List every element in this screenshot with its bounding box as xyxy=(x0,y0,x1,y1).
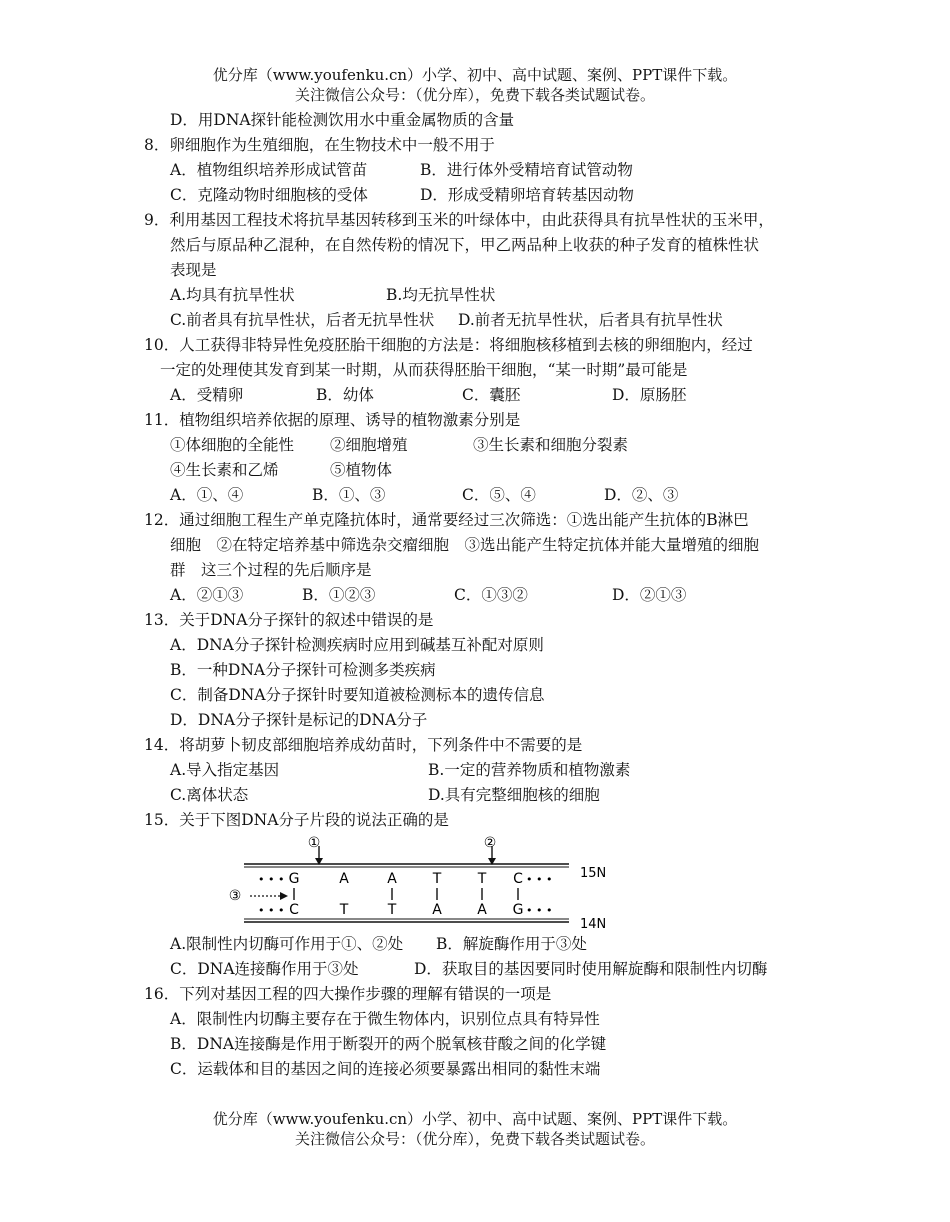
q9-stem-2: 然后与原品种乙混种，在自然传粉的情况下，甲乙两品种上收获的种子发育的植株性状 xyxy=(170,236,760,254)
q9-stem-1: 9．利用基因工程技术将抗旱基因转移到玉米的叶绿体中，由此获得具有抗旱性状的玉米甲， xyxy=(144,211,774,229)
footer-line-2: 关注微信公众号：（优分库），免费下载各类试题试卷。 xyxy=(294,1130,655,1148)
q16-option-c: C．运载体和目的基因之间的连接必须要暴露出相同的黏性末端 xyxy=(170,1060,601,1078)
q11-stem: 11．植物组织培养依据的原理、诱导的植物激素分别是 xyxy=(144,411,521,429)
q12-stem-1: 12．通过细胞工程生产单克隆抗体时，通常要经过三次筛选：①选出能产生抗体的B淋巴 xyxy=(144,511,749,529)
q16-stem: 16．下列对基因工程的四大操作步骤的理解有错误的一项是 xyxy=(144,985,552,1003)
q15-option-d: D．获取目的基因要同时使用解旋酶和限制性内切酶 xyxy=(414,960,768,978)
top-base-5: T xyxy=(477,871,487,887)
top-base-1: G xyxy=(288,871,300,887)
bottom-base-3: T xyxy=(387,902,397,918)
q11-option-a: A．①、④ xyxy=(170,486,244,504)
q8-option-a: A．植物组织培养形成试管苗 xyxy=(170,161,368,179)
isotope-label-bottom: 14N xyxy=(580,917,607,932)
q11-item-4: ④生长素和乙烯 xyxy=(170,461,279,479)
marker-2-label: ② xyxy=(483,835,497,851)
q12-stem-3: 群 这三个过程的先后顺序是 xyxy=(170,561,372,579)
bottom-base-1: C xyxy=(289,902,299,918)
q9-option-c: C.前者具有抗旱性状，后者无抗旱性状 xyxy=(170,311,435,329)
q15-option-b: B．解旋酶作用于③处 xyxy=(436,935,587,953)
top-base-2: A xyxy=(339,871,349,887)
q10-stem-2: 一定的处理使其发育到某一时期，从而获得胚胎干细胞，“某一时期”最可能是 xyxy=(160,361,688,379)
q11-option-b: B．①、③ xyxy=(312,486,386,504)
q8-option-b: B．进行体外受精培育试管动物 xyxy=(420,161,633,179)
bottom-base-6: G xyxy=(512,902,524,918)
q16-option-b: B．DNA连接酶是作用于断裂开的两个脱氧核苷酸之间的化学键 xyxy=(170,1035,607,1053)
q13-option-d: D．DNA分子探针是标记的DNA分子 xyxy=(170,711,428,729)
bottom-base-5: A xyxy=(477,902,487,918)
q12-option-d: D．②①③ xyxy=(612,586,687,604)
top-strand-leading-dots: • • • xyxy=(258,873,285,886)
q9-stem-3: 表现是 xyxy=(170,261,217,279)
q12-option-c: C．①③② xyxy=(454,586,528,604)
bottom-strand-leading-dots: • • • xyxy=(258,904,285,917)
isotope-label-top: 15N xyxy=(580,866,607,881)
bottom-strand-trailing-dots: • • • xyxy=(526,904,553,917)
q11-option-d: D．②、③ xyxy=(604,486,679,504)
q13-stem: 13．关于DNA分子探针的叙述中错误的是 xyxy=(144,611,434,629)
q8-option-d: D．形成受精卵培育转基因动物 xyxy=(420,186,634,204)
q9-option-b: B.均无抗旱性状 xyxy=(386,286,496,304)
q10-option-c: C．囊胚 xyxy=(462,386,521,404)
q11-item-5: ⑤植物体 xyxy=(330,461,393,479)
footer-line-1: 优分库（www.youfenku.cn）小学、初中、高中试题、案例、PPT课件下载。 xyxy=(212,1110,738,1128)
q12-stem-2: 细胞 ②在特定培养基中筛选杂交瘤细胞 ③选出能产生特定抗体并能大量增殖的细胞 xyxy=(170,536,760,554)
marker-3-label: ③ xyxy=(228,888,242,904)
q15-option-a: A.限制性内切酶可作用于①、②处 xyxy=(170,935,404,953)
bottom-base-4: A xyxy=(432,902,442,918)
q14-option-d: D.具有完整细胞核的细胞 xyxy=(428,786,600,804)
q12-option-a: A．②①③ xyxy=(170,586,244,604)
marker-3-arrowhead xyxy=(280,892,288,900)
q10-option-d: D．原肠胚 xyxy=(612,386,687,404)
q11-item-3: ③生长素和细胞分裂素 xyxy=(473,436,629,454)
q7-option-d: D．用DNA探针能检测饮用水中重金属物质的含量 xyxy=(170,111,515,129)
q9-option-a: A.均具有抗旱性状 xyxy=(170,286,295,304)
bottom-base-2: T xyxy=(339,902,349,918)
q11-option-c: C．⑤、④ xyxy=(462,486,536,504)
q10-option-b: B．幼体 xyxy=(316,386,374,404)
q14-option-c: C.离体状态 xyxy=(170,786,249,804)
header-line-2: 关注微信公众号：（优分库），免费下载各类试题试卷。 xyxy=(294,86,655,104)
q8-option-c: C．克隆动物时细胞核的受体 xyxy=(170,186,368,204)
q12-option-b: B．①②③ xyxy=(302,586,376,604)
q15-option-c: C．DNA连接酶作用于③处 xyxy=(170,960,359,978)
top-base-3: A xyxy=(387,871,397,887)
q14-option-b: B.一定的营养物质和植物激素 xyxy=(428,761,631,779)
q14-stem: 14．将胡萝卜韧皮部细胞培养成幼苗时，下列条件中不需要的是 xyxy=(144,736,583,754)
q16-option-a: A．限制性内切酶主要存在于微生物体内，识别位点具有特异性 xyxy=(170,1010,600,1028)
q10-option-a: A．受精卵 xyxy=(170,386,244,404)
q13-option-a: A．DNA分子探针检测疾病时应用到碱基互补配对原则 xyxy=(170,636,544,654)
q9-option-d: D.前者无抗旱性状，后者具有抗旱性状 xyxy=(458,311,723,329)
header-line-1: 优分库（www.youfenku.cn）小学、初中、高中试题、案例、PPT课件下载。 xyxy=(212,66,738,84)
q14-option-a: A.导入指定基因 xyxy=(170,761,280,779)
q11-item-2: ②细胞增殖 xyxy=(330,436,408,454)
top-strand-trailing-dots: • • • xyxy=(526,873,553,886)
top-base-6: C xyxy=(513,871,523,887)
q11-item-1: ①体细胞的全能性 xyxy=(170,436,295,454)
marker-1-label: ① xyxy=(307,835,321,851)
q13-option-c: C．制备DNA分子探针时要知道被检测标本的遗传信息 xyxy=(170,686,545,704)
q13-option-b: B．一种DNA分子探针可检测多类疾病 xyxy=(170,661,436,679)
q10-stem-1: 10．人工获得非特异性免疫胚胎干细胞的方法是：将细胞核移植到去核的卵细胞内，经过 xyxy=(144,336,753,354)
q15-stem: 15．关于下图DNA分子片段的说法正确的是 xyxy=(144,811,449,829)
top-base-4: T xyxy=(432,871,442,887)
dna-fragment-figure xyxy=(224,832,624,932)
q8-stem: 8．卵细胞作为生殖细胞，在生物技术中一般不用于 xyxy=(144,136,495,154)
